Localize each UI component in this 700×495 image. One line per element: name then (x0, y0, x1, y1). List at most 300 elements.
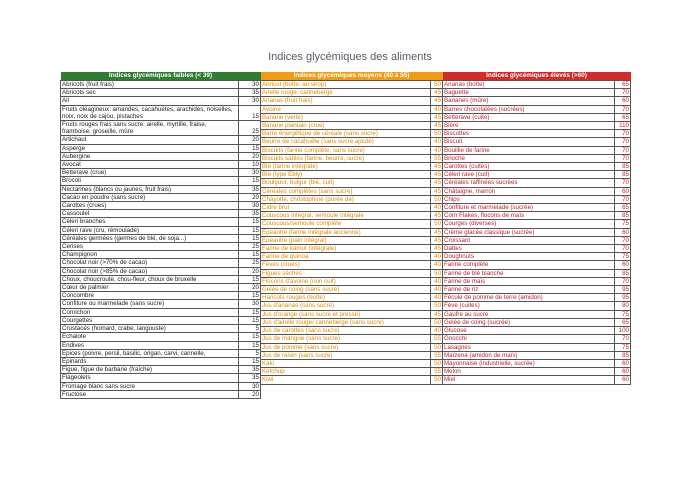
food-name: Gnocchi (443, 335, 615, 343)
food-name: Jus d'ananas (sans sucre) (261, 302, 431, 310)
food-name: Châtaigne, marron (443, 187, 615, 195)
gi-value: 15 (239, 316, 261, 324)
table-low-gi (60, 72, 261, 399)
gi-value: 15 (239, 357, 261, 365)
table-row (61, 234, 261, 242)
gi-value: 15 (239, 218, 261, 226)
table-row (61, 333, 261, 341)
food-name: Chocolat noir (>70% de cacao) (61, 259, 239, 267)
food-name: Farine de riz (443, 286, 615, 294)
gi-value: 25 (239, 121, 261, 136)
food-name: Biscottes (443, 130, 615, 138)
table-row (61, 341, 261, 349)
food-name: Concombre (61, 292, 239, 300)
gi-value: 95 (615, 294, 631, 302)
table-row (261, 368, 443, 376)
gi-value: 30 (239, 81, 261, 89)
food-name: Asperge (61, 144, 239, 152)
table-row (261, 171, 443, 179)
gi-value: 70 (615, 277, 631, 285)
gi-value: 60 (615, 228, 631, 236)
gi-value: 15 (239, 177, 261, 185)
food-name: Biscuit (443, 138, 615, 146)
food-name: Brioche (443, 154, 615, 162)
food-name: Barres chocolatées (sucrées) (443, 105, 615, 113)
food-name: Jus de carottes (sans sucre) (261, 327, 431, 335)
food-name: Aubergine (61, 152, 239, 160)
gi-value: 45 (431, 113, 443, 121)
gi-value: 15 (239, 275, 261, 283)
food-name: Carottes (crues) (61, 202, 239, 210)
gi-value: 60 (615, 376, 631, 384)
table-row (443, 154, 631, 162)
gi-value: 70 (615, 236, 631, 244)
table-row (61, 366, 261, 374)
food-name: Nectarines (blancs ou jaunes, fruit frais) (61, 185, 239, 193)
food-name: Cerises (61, 243, 239, 251)
food-name: Crème glacée classique (sucrée) (443, 228, 615, 236)
table-row (443, 327, 631, 335)
table-row (61, 81, 261, 89)
gi-value: 70 (615, 105, 631, 113)
gi-value: 45 (431, 179, 443, 187)
header-mid-gi: Indices glycémiques moyens (40 à 55) (261, 72, 443, 81)
food-name: Glucose (443, 327, 615, 335)
table-row (443, 335, 631, 343)
food-name: Fromage blanc sans sucre (61, 382, 239, 390)
gi-value: 70 (615, 154, 631, 162)
table-row (61, 169, 261, 177)
table-row (261, 310, 443, 318)
table-row (261, 204, 443, 212)
gi-value: 70 (615, 130, 631, 138)
table-high-gi (442, 72, 631, 385)
table-row (261, 146, 443, 154)
food-name: Betterave (cuite) (443, 113, 615, 121)
gi-value: 40 (431, 253, 443, 261)
gi-value: 60 (615, 359, 631, 367)
food-name: Biscuits (farine complète, sans sucre) (261, 146, 431, 154)
gi-value: 50 (431, 220, 443, 228)
table-row (61, 218, 261, 226)
page-title: Indices glycémiques des aliments (268, 51, 432, 63)
gi-value: 15 (239, 234, 261, 242)
table-row (61, 144, 261, 152)
table-row (261, 327, 443, 335)
food-name: Kaki (261, 359, 431, 367)
gi-value: 65 (615, 113, 631, 121)
food-name: Betterave (crue) (61, 169, 239, 177)
gi-value: 35 (239, 89, 261, 97)
table-row (443, 286, 631, 294)
gi-value: 30 (239, 202, 261, 210)
gi-value: 20 (239, 267, 261, 275)
gi-value: 95 (615, 286, 631, 294)
gi-value: 75 (615, 220, 631, 228)
gi-value: 85 (615, 269, 631, 277)
table-row (61, 226, 261, 234)
food-name: Blé (farine intégrale) (261, 163, 431, 171)
gi-value: 15 (239, 226, 261, 234)
gi-value: 70 (615, 195, 631, 203)
table-row (261, 97, 443, 105)
gi-value: 55 (431, 368, 443, 376)
food-name: Epices (poivre, persil, basilic, origan, carvi, cannelle, (61, 349, 239, 357)
food-name: Abricot (boîte, au sirop) (261, 81, 431, 89)
gi-value: 20 (239, 152, 261, 160)
table-row (61, 97, 261, 105)
food-name: Cœur de palmier (61, 284, 239, 292)
gi-value: 70 (615, 146, 631, 154)
gi-value: 35 (239, 374, 261, 382)
food-name: Couscous/semoule complète (261, 220, 431, 228)
table-row (443, 245, 631, 253)
gi-value: 50 (431, 359, 443, 367)
table-row (61, 136, 261, 144)
gi-value: 25 (239, 243, 261, 251)
gi-value: 15 (239, 308, 261, 316)
table-row (443, 97, 631, 105)
gi-value: 45 (431, 245, 443, 253)
food-name: Courgettes (61, 316, 239, 324)
food-name: Beurre de cacahuète (sans sucre ajouté) (261, 138, 431, 146)
gi-value: 50 (431, 302, 443, 310)
table-row (261, 351, 443, 359)
food-name: Cacao en poudre (sans sucre) (61, 193, 239, 201)
gi-value: 15 (239, 251, 261, 259)
gi-value: 60 (615, 261, 631, 269)
food-name: Lasagnes (443, 343, 615, 351)
table-row (61, 349, 261, 357)
food-name: Avocat (61, 161, 239, 169)
gi-value: 85 (615, 163, 631, 171)
gi-value: 15 (239, 341, 261, 349)
table-row (61, 243, 261, 251)
food-name: Farine de quinoa (261, 253, 431, 261)
gi-value: 70 (615, 245, 631, 253)
gi-value: 15 (239, 144, 261, 152)
table-row (443, 318, 631, 326)
food-name: Abricots (fruit frais) (61, 81, 239, 89)
gi-value: 45 (431, 310, 443, 318)
table-row (261, 245, 443, 253)
food-name: Banane (verte) (261, 113, 431, 121)
food-name: Farine de blé blanche (443, 269, 615, 277)
table-row (61, 121, 261, 136)
table-row (261, 122, 443, 130)
table-row (443, 171, 631, 179)
food-name: Ail (61, 97, 239, 105)
table-row (443, 269, 631, 277)
table-row (61, 292, 261, 300)
table-row (443, 220, 631, 228)
table-row (61, 202, 261, 210)
table-row (443, 302, 631, 310)
gi-value: 40 (431, 138, 443, 146)
gi-value: 25 (239, 259, 261, 267)
gi-value: 60 (615, 187, 631, 195)
table-row (61, 259, 261, 267)
food-name: Jus d'orange (sans sucre et pressé) (261, 310, 431, 318)
table-row (261, 105, 443, 113)
table-row (443, 122, 631, 130)
food-name: Ananas (boîte) (443, 81, 615, 89)
table-row (261, 286, 443, 294)
gi-value: 75 (615, 343, 631, 351)
food-name: Céleri branches (61, 218, 239, 226)
table-row (443, 187, 631, 195)
gi-value: 35 (239, 366, 261, 374)
food-name: Doughnuts (443, 253, 615, 261)
table-row (443, 81, 631, 89)
food-name: Miel (443, 376, 615, 384)
gi-value: 5 (239, 349, 261, 357)
gi-value: 60 (615, 97, 631, 105)
food-name: Airelle rouge, canneberge (261, 89, 431, 97)
gi-value: 40 (431, 105, 443, 113)
food-name: Céleri rave (cru, rémoulade) (61, 226, 239, 234)
food-name: Croissant (443, 236, 615, 244)
gi-value: 20 (239, 284, 261, 292)
food-name: Ananas (fruit frais) (261, 97, 431, 105)
gi-value: 30 (239, 300, 261, 308)
food-name: Epeautre (farine intégrale ancienne) (261, 228, 431, 236)
table-row (261, 163, 443, 171)
food-name: Céleri rave (cuit) (443, 171, 615, 179)
table-row (261, 138, 443, 146)
food-name: Confiture et marmelade (sucrée) (443, 204, 615, 212)
food-name: Figue, figue de barbarie (fraîche) (61, 366, 239, 374)
table-row (61, 325, 261, 333)
gi-value: 40 (431, 146, 443, 154)
gi-value: 55 (431, 154, 443, 162)
food-name: Epinards (61, 357, 239, 365)
gi-value: 20 (239, 390, 261, 398)
food-name: Flageolets (61, 374, 239, 382)
food-name: Flocons d'avoine (non cuit) (261, 277, 431, 285)
table-row (261, 236, 443, 244)
food-name: Baguette (443, 89, 615, 97)
food-name: Fruits oléagineux: amandes, cacahuètes, arachides, noiselles, noix, noix de cajou, pistaches (61, 105, 239, 120)
food-name: Bouillie de farine (443, 146, 615, 154)
gi-value: 40 (431, 204, 443, 212)
table-row (443, 89, 631, 97)
food-name: Céréales raffinées sucrées (443, 179, 615, 187)
food-name: Haricots rouges (boîte) (261, 294, 431, 302)
table-row (443, 204, 631, 212)
table-row (61, 300, 261, 308)
gi-value: 40 (431, 327, 443, 335)
food-name: Céréales germées (germes de blé, de soja...) (61, 234, 239, 242)
table-row (443, 163, 631, 171)
table-row (61, 89, 261, 97)
food-name: Endives (61, 341, 239, 349)
gi-value: 30 (239, 382, 261, 390)
gi-value: 45 (431, 89, 443, 97)
gi-value: 70 (615, 138, 631, 146)
gi-value: 85 (615, 212, 631, 220)
table-row (443, 376, 631, 384)
gi-value: 50 (431, 343, 443, 351)
gi-value: 110 (615, 122, 631, 130)
gi-value: 45 (431, 236, 443, 244)
food-name: Courges (diverses) (443, 220, 615, 228)
table-row (261, 212, 443, 220)
gi-value: 70 (615, 335, 631, 343)
table-row (61, 275, 261, 283)
gi-value: 50 (431, 269, 443, 277)
food-name: Jus de pomme (sans sucre) (261, 343, 431, 351)
food-name: Boulgour, bulgur (blé, cuit) (261, 179, 431, 187)
gi-value: 20 (239, 136, 261, 144)
table-row (261, 195, 443, 203)
table-row (261, 179, 443, 187)
gi-value: 5 (239, 325, 261, 333)
gi-value: 50 (431, 130, 443, 138)
food-name: Farine de maïs (443, 277, 615, 285)
food-name: Echalote (61, 333, 239, 341)
table-row (61, 185, 261, 193)
table-row (443, 228, 631, 236)
table-row (61, 161, 261, 169)
food-name: Jus de mangue (sans sucre) (261, 335, 431, 343)
food-name: Carottes (cuites) (443, 163, 615, 171)
table-row (443, 294, 631, 302)
table-row (61, 382, 261, 390)
header-low-gi: Indices glycémiques faibles (< 39) (61, 72, 261, 81)
table-row (443, 343, 631, 351)
table-row (61, 267, 261, 275)
food-name: Biscuits sablés (farine, beurre, sucre) (261, 154, 431, 162)
header-high-gi: Indices glycémiques élevés (>60) (443, 72, 631, 81)
food-name: Gelée de coing (sucrée) (443, 318, 615, 326)
table-row (261, 154, 443, 162)
gi-value: 40 (431, 294, 443, 302)
food-name: Cornichon (61, 308, 239, 316)
table-row (443, 146, 631, 154)
table-row (261, 359, 443, 367)
table-row (61, 177, 261, 185)
gi-value: 50 (431, 81, 443, 89)
gi-value: 30 (239, 169, 261, 177)
table-row (261, 130, 443, 138)
gi-value: 45 (431, 171, 443, 179)
food-name: Epeautre (pain intégral) (261, 236, 431, 244)
table-row (261, 113, 443, 121)
food-name: Crustacés (homard, crabe, langouste) (61, 325, 239, 333)
gi-value: 70 (615, 89, 631, 97)
food-name: Fructose (61, 390, 239, 398)
table-row (443, 261, 631, 269)
table-row (443, 195, 631, 203)
gi-value: 85 (615, 351, 631, 359)
table-row (261, 294, 443, 302)
food-name: Chayotte, christophine (purée de) (261, 195, 431, 203)
food-name: Kiwi (261, 376, 431, 384)
food-name: Fèves (crues) (261, 261, 431, 269)
food-name: Choux, choucroute, chou-fleur, choux de bruxelle (61, 275, 239, 283)
food-name: Céréales complètes (sans sucre) (261, 187, 431, 195)
food-name: Maïzena (amidon de maïs) (443, 351, 615, 359)
gi-value: 30 (239, 97, 261, 105)
gi-value: 75 (615, 310, 631, 318)
gi-value: 45 (431, 122, 443, 130)
food-name: Farine complète (443, 261, 615, 269)
gi-value: 45 (431, 97, 443, 105)
table-row (443, 236, 631, 244)
table-row (443, 310, 631, 318)
table-row (443, 130, 631, 138)
table-row (443, 351, 631, 359)
gi-value: 15 (239, 333, 261, 341)
table-row (261, 261, 443, 269)
food-name: Ketchup (261, 368, 431, 376)
table-row (443, 368, 631, 376)
food-name: Couscous intégral, semoule intégrale (261, 212, 431, 220)
gi-value: 40 (431, 277, 443, 285)
food-name: Bananes (mûre) (443, 97, 615, 105)
food-name: Gelée de coing (sans sucre) (261, 286, 431, 294)
table-row (443, 253, 631, 261)
table-row (443, 277, 631, 285)
table-row (61, 357, 261, 365)
gi-value: 45 (431, 212, 443, 220)
table-row (261, 318, 443, 326)
table-row (61, 316, 261, 324)
gi-value: 75 (615, 253, 631, 261)
food-name: Farine de kamut (intégrale) (261, 245, 431, 253)
table-row (61, 105, 261, 120)
gi-value: 100 (615, 327, 631, 335)
table-row (61, 152, 261, 160)
food-name: Blé (type Ebly) (261, 171, 431, 179)
gi-value: 40 (431, 261, 443, 269)
table-row (61, 210, 261, 218)
food-name: Bière (443, 122, 615, 130)
food-name: Mayonnaise (industrielle, sucrée) (443, 359, 615, 367)
table-row (261, 228, 443, 236)
gi-value: 35 (239, 185, 261, 193)
table-row (261, 335, 443, 343)
table-row (261, 187, 443, 195)
food-name: Champignon (61, 251, 239, 259)
gi-value: 85 (615, 171, 631, 179)
gi-value: 15 (239, 105, 261, 120)
gi-value: 20 (239, 193, 261, 201)
food-name: Fruits rouges frais sans sucre: airelle, myrtille, fraise, framboise, groseille, mûre (61, 121, 239, 136)
table-row (443, 179, 631, 187)
gi-value: 65 (615, 81, 631, 89)
gi-value: 10 (239, 161, 261, 169)
gi-value: 65 (615, 204, 631, 212)
food-name: Cassoulet (61, 210, 239, 218)
table-row (443, 138, 631, 146)
food-name: Corn Flakes, flocons de maïs (443, 212, 615, 220)
table-mid-gi (260, 72, 443, 385)
food-name: Jus d'airelle rouge/ canneberge (sans sucre) (261, 318, 431, 326)
table-row (61, 284, 261, 292)
food-name: Fève (cuites) (443, 302, 615, 310)
table-row (443, 105, 631, 113)
food-name: Cidre brut (261, 204, 431, 212)
food-name: Banane plantain (crue) (261, 122, 431, 130)
food-name: Confiture ou marmelade (sans sucre) (61, 300, 239, 308)
gi-value: 55 (431, 335, 443, 343)
gi-value: 45 (431, 228, 443, 236)
table-row (61, 193, 261, 201)
table-row (61, 374, 261, 382)
gi-value: 40 (431, 286, 443, 294)
